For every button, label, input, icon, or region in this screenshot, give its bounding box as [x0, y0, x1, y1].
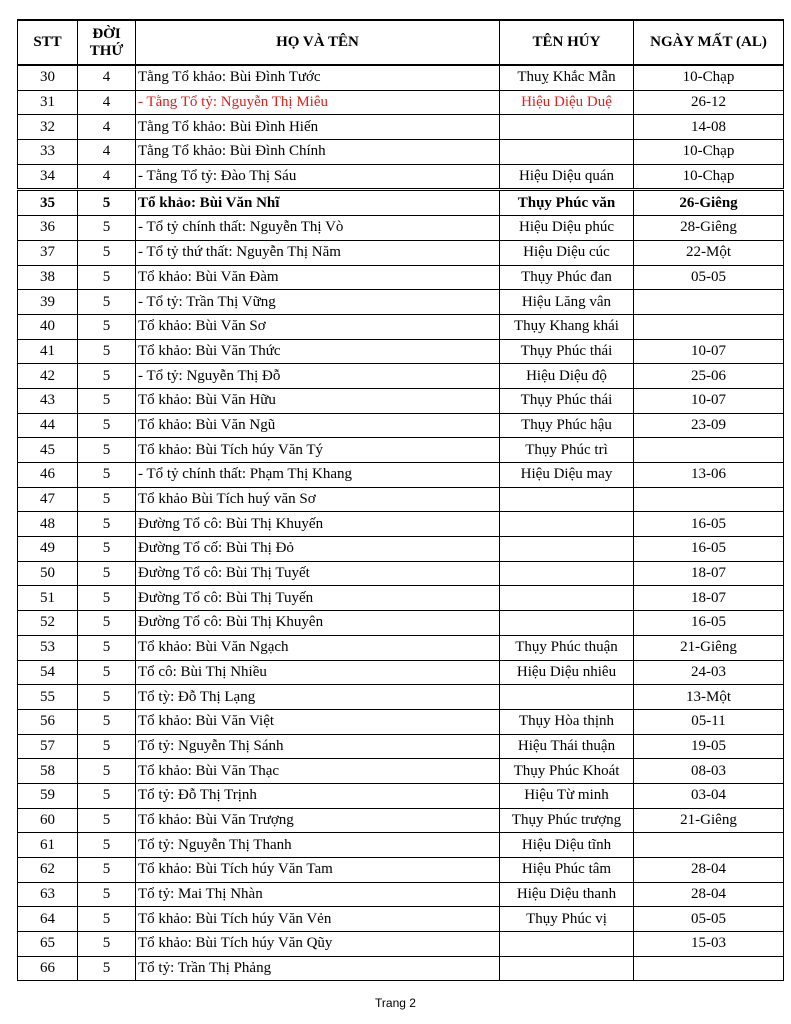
row-ho-ten: Tổ cô: Bùi Thị Nhiều: [136, 660, 500, 685]
row-stt: 65: [18, 932, 78, 957]
row-ten-huy: Thuỵ Khắc Mẫn: [500, 65, 634, 90]
table-row: [18, 140, 784, 165]
row-stt: 54: [18, 660, 78, 685]
table-row: [18, 388, 784, 413]
row-ho-ten: Tổ khảo: Bùi Văn Trượng: [136, 808, 500, 833]
row-ten-huy: Hiệu Thái thuận: [500, 734, 634, 759]
row-ngay-mat: 03-04: [634, 783, 784, 808]
row-ngay-mat: 28-04: [634, 882, 784, 907]
row-ngay-mat: 26-Giêng: [634, 190, 784, 216]
row-ten-huy: [500, 115, 634, 140]
row-ho-ten: Đường Tổ cố: Bùi Thị Đỏ: [136, 537, 500, 562]
table-row: [18, 833, 784, 858]
table-row: [18, 463, 784, 488]
row-doi-thu: 5: [78, 808, 136, 833]
row-stt: 48: [18, 512, 78, 537]
row-ngay-mat: [634, 956, 784, 981]
table-row: [18, 537, 784, 562]
row-ten-huy: Thụy Phúc trì: [500, 438, 634, 463]
row-stt: 55: [18, 685, 78, 710]
genealogy-table-page: [17, 19, 783, 981]
row-ten-huy: [500, 561, 634, 586]
table-row: [18, 265, 784, 290]
row-ho-ten: Tổ khảo: Bùi Văn Việt: [136, 709, 500, 734]
table-row: [18, 240, 784, 265]
row-stt: 61: [18, 833, 78, 858]
row-ten-huy: Thụy Phúc hậu: [500, 413, 634, 438]
row-doi-thu: 4: [78, 164, 136, 190]
row-doi-thu: 5: [78, 932, 136, 957]
row-doi-thu: 5: [78, 413, 136, 438]
table-row: [18, 290, 784, 315]
row-ho-ten: Tằng Tổ khảo: Bùi Đình Chính: [136, 140, 500, 165]
row-stt: 41: [18, 339, 78, 364]
table-row: [18, 956, 784, 981]
row-ten-huy: Hiệu Diệu độ: [500, 364, 634, 389]
row-ten-huy: Thụy Phúc đan: [500, 265, 634, 290]
row-doi-thu: 5: [78, 833, 136, 858]
row-ten-huy: Hiệu Diệu nhiêu: [500, 660, 634, 685]
row-stt: 63: [18, 882, 78, 907]
row-stt: 64: [18, 907, 78, 932]
row-ngay-mat: 15-03: [634, 932, 784, 957]
row-stt: 62: [18, 858, 78, 883]
row-ho-ten: Tổ khảo: Bùi Văn Nhĩ: [136, 190, 500, 216]
table-row: [18, 487, 784, 512]
row-stt: 40: [18, 314, 78, 339]
row-doi-thu: 5: [78, 512, 136, 537]
row-doi-thu: 5: [78, 265, 136, 290]
row-doi-thu: 5: [78, 685, 136, 710]
row-ngay-mat: [634, 290, 784, 315]
row-doi-thu: 5: [78, 907, 136, 932]
row-stt: 58: [18, 759, 78, 784]
row-stt: 53: [18, 635, 78, 660]
table-row: [18, 512, 784, 537]
row-ho-ten: - Tổ tỷ: Nguyễn Thị Đỗ: [136, 364, 500, 389]
row-ten-huy: Thụy Phúc Khoát: [500, 759, 634, 784]
row-ten-huy: [500, 932, 634, 957]
row-doi-thu: 5: [78, 611, 136, 636]
row-ngay-mat: 13-06: [634, 463, 784, 488]
table-row: [18, 586, 784, 611]
row-ho-ten: Tổ tỷ: Nguyễn Thị Sánh: [136, 734, 500, 759]
row-stt: 31: [18, 90, 78, 115]
row-ho-ten: Tổ khảo: Bùi Văn Ngũ: [136, 413, 500, 438]
row-ngay-mat: 10-Chạp: [634, 164, 784, 190]
row-stt: 33: [18, 140, 78, 165]
row-stt: 32: [18, 115, 78, 140]
row-ho-ten: Tổ tỷ: Mai Thị Nhàn: [136, 882, 500, 907]
row-stt: 50: [18, 561, 78, 586]
table-row: [18, 783, 784, 808]
row-ngay-mat: 23-09: [634, 413, 784, 438]
row-ngay-mat: 10-Chạp: [634, 140, 784, 165]
row-ten-huy: Thụy Phúc trượng: [500, 808, 634, 833]
row-ho-ten: Tằng Tổ khảo: Bùi Đình Tước: [136, 65, 500, 90]
row-doi-thu: 5: [78, 759, 136, 784]
row-ngay-mat: 28-04: [634, 858, 784, 883]
table-row: [18, 611, 784, 636]
row-ngay-mat: 16-05: [634, 537, 784, 562]
row-stt: 45: [18, 438, 78, 463]
row-ten-huy: Thụy Hòa thịnh: [500, 709, 634, 734]
row-doi-thu: 5: [78, 537, 136, 562]
row-ngay-mat: 05-05: [634, 907, 784, 932]
row-ngay-mat: 28-Giêng: [634, 216, 784, 241]
row-ho-ten: - Tổ tỷ chính thất: Nguyễn Thị Vò: [136, 216, 500, 241]
row-ho-ten: Tổ tỷ: Trần Thị Phảng: [136, 956, 500, 981]
page-number: Trang 2: [375, 996, 416, 1010]
row-ngay-mat: 14-08: [634, 115, 784, 140]
row-doi-thu: 5: [78, 487, 136, 512]
row-ten-huy: Hiệu Diệu cúc: [500, 240, 634, 265]
row-stt: 44: [18, 413, 78, 438]
table-row: [18, 685, 784, 710]
header-ho-ten: HỌ VÀ TÊN: [136, 20, 500, 65]
row-doi-thu: 4: [78, 90, 136, 115]
row-ho-ten: Tổ khảo: Bùi Tích húy Văn Vẻn: [136, 907, 500, 932]
row-ngay-mat: 10-07: [634, 339, 784, 364]
row-doi-thu: 5: [78, 388, 136, 413]
row-stt: 36: [18, 216, 78, 241]
row-stt: 39: [18, 290, 78, 315]
row-stt: 59: [18, 783, 78, 808]
table-row: [18, 314, 784, 339]
row-ngay-mat: 13-Một: [634, 685, 784, 710]
row-stt: 37: [18, 240, 78, 265]
row-stt: 49: [18, 537, 78, 562]
row-ngay-mat: 16-05: [634, 611, 784, 636]
row-ngay-mat: 10-07: [634, 388, 784, 413]
row-ngay-mat: 05-05: [634, 265, 784, 290]
row-ngay-mat: 18-07: [634, 561, 784, 586]
table-row: [18, 216, 784, 241]
row-ngay-mat: [634, 438, 784, 463]
row-doi-thu: 5: [78, 339, 136, 364]
row-ngay-mat: 16-05: [634, 512, 784, 537]
header-row: [18, 20, 784, 65]
row-ngay-mat: 19-05: [634, 734, 784, 759]
table-row: [18, 858, 784, 883]
table-row: [18, 115, 784, 140]
row-ho-ten: - Tổ tỷ: Trần Thị Vững: [136, 290, 500, 315]
header-ten-huy: TÊN HÚY: [500, 20, 634, 65]
table-row: [18, 759, 784, 784]
row-ten-huy: [500, 685, 634, 710]
row-ho-ten: Tổ khảo: Bùi Văn Thạc: [136, 759, 500, 784]
row-ho-ten: Đường Tổ cô: Bùi Thị Khuyến: [136, 512, 500, 537]
row-ho-ten: - Tổ tỷ chính thất: Phạm Thị Khang: [136, 463, 500, 488]
row-ten-huy: Hiệu Diệu quán: [500, 164, 634, 190]
row-ten-huy: Hiệu Diệu may: [500, 463, 634, 488]
row-ngay-mat: 05-11: [634, 709, 784, 734]
table-row: [18, 438, 784, 463]
row-doi-thu: 5: [78, 956, 136, 981]
table-row: [18, 660, 784, 685]
row-ho-ten: - Tổ tỷ thứ thất: Nguyễn Thị Năm: [136, 240, 500, 265]
table-row: [18, 65, 784, 90]
row-ho-ten: Tổ khảo: Bùi Văn Thức: [136, 339, 500, 364]
table-row: [18, 561, 784, 586]
row-ho-ten: Tổ khảo: Bùi Văn Sơ: [136, 314, 500, 339]
row-stt: 51: [18, 586, 78, 611]
row-doi-thu: 5: [78, 858, 136, 883]
row-ten-huy: [500, 487, 634, 512]
row-ten-huy: Thụy Phúc văn: [500, 190, 634, 216]
row-stt: 57: [18, 734, 78, 759]
row-ngay-mat: 22-Một: [634, 240, 784, 265]
row-stt: 60: [18, 808, 78, 833]
row-ho-ten: Tổ tỷ: Đỗ Thị Trịnh: [136, 783, 500, 808]
row-doi-thu: 5: [78, 734, 136, 759]
row-ten-huy: [500, 140, 634, 165]
row-ho-ten: Tổ khảo: Bùi Tích húy Văn Qũy: [136, 932, 500, 957]
row-ngay-mat: 24-03: [634, 660, 784, 685]
table-row: [18, 734, 784, 759]
row-ten-huy: Hiệu Diệu phúc: [500, 216, 634, 241]
row-ngay-mat: [634, 487, 784, 512]
row-ho-ten: Tổ tỷ: Nguyễn Thị Thanh: [136, 833, 500, 858]
table-row: [18, 808, 784, 833]
row-doi-thu: 5: [78, 783, 136, 808]
row-doi-thu: 5: [78, 290, 136, 315]
row-ngay-mat: [634, 314, 784, 339]
header-ngay-mat: NGÀY MẤT (AL): [634, 20, 784, 65]
genealogy-table: [17, 19, 784, 981]
row-ho-ten: Tằng Tổ khảo: Bùi Đình Hiến: [136, 115, 500, 140]
table-row: [18, 932, 784, 957]
row-ho-ten: Tổ khảo: Bùi Văn Ngạch: [136, 635, 500, 660]
row-ten-huy: Thụy Phúc thái: [500, 339, 634, 364]
row-doi-thu: 4: [78, 65, 136, 90]
row-ten-huy: [500, 611, 634, 636]
row-ngay-mat: 26-12: [634, 90, 784, 115]
row-doi-thu: 5: [78, 463, 136, 488]
row-ten-huy: Thụy Phúc vị: [500, 907, 634, 932]
row-ten-huy: [500, 537, 634, 562]
row-ngay-mat: 21-Giêng: [634, 635, 784, 660]
row-ten-huy: Thụy Khang khái: [500, 314, 634, 339]
row-ngay-mat: 21-Giêng: [634, 808, 784, 833]
table-body: [18, 65, 784, 981]
row-ho-ten: Tổ tỳ: Đỗ Thị Lạng: [136, 685, 500, 710]
row-stt: 47: [18, 487, 78, 512]
row-ho-ten: Đường Tổ cô: Bùi Thị Tuyến: [136, 586, 500, 611]
table-row: [18, 413, 784, 438]
row-doi-thu: 5: [78, 190, 136, 216]
table-row: [18, 635, 784, 660]
row-stt: 38: [18, 265, 78, 290]
table-row: [18, 364, 784, 389]
row-doi-thu: 5: [78, 314, 136, 339]
row-doi-thu: 5: [78, 709, 136, 734]
row-stt: 66: [18, 956, 78, 981]
row-doi-thu: 5: [78, 586, 136, 611]
table-row: [18, 164, 784, 190]
table-row: [18, 709, 784, 734]
row-ten-huy: Hiệu Diệu thanh: [500, 882, 634, 907]
row-ngay-mat: 18-07: [634, 586, 784, 611]
row-ho-ten: Đường Tổ cô: Bùi Thị Tuyết: [136, 561, 500, 586]
row-doi-thu: 5: [78, 882, 136, 907]
row-ten-huy: Hiệu Phúc tâm: [500, 858, 634, 883]
header-doi-thu: ĐỜI THỨ: [78, 20, 136, 65]
row-ngay-mat: 08-03: [634, 759, 784, 784]
row-doi-thu: 5: [78, 240, 136, 265]
row-doi-thu: 5: [78, 216, 136, 241]
row-ten-huy: Hiệu Diệu Duệ: [500, 90, 634, 115]
row-ho-ten: - Tằng Tổ tỷ: Nguyễn Thị Miêu: [136, 90, 500, 115]
table-row: [18, 907, 784, 932]
row-stt: 34: [18, 164, 78, 190]
row-ngay-mat: 10-Chạp: [634, 65, 784, 90]
row-ten-huy: Thụy Phúc thái: [500, 388, 634, 413]
row-doi-thu: 5: [78, 364, 136, 389]
table-row: [18, 190, 784, 216]
row-stt: 42: [18, 364, 78, 389]
row-doi-thu: 5: [78, 561, 136, 586]
row-doi-thu: 5: [78, 660, 136, 685]
row-stt: 46: [18, 463, 78, 488]
row-ngay-mat: [634, 833, 784, 858]
row-ho-ten: Đường Tổ cô: Bùi Thị Khuyên: [136, 611, 500, 636]
row-ten-huy: Thụy Phúc thuận: [500, 635, 634, 660]
row-ho-ten: - Tằng Tổ tỷ: Đào Thị Sáu: [136, 164, 500, 190]
row-doi-thu: 4: [78, 140, 136, 165]
row-ten-huy: Hiệu Lăng vân: [500, 290, 634, 315]
row-ngay-mat: 25-06: [634, 364, 784, 389]
row-stt: 56: [18, 709, 78, 734]
table-row: [18, 90, 784, 115]
row-ten-huy: Hiệu Từ minh: [500, 783, 634, 808]
row-stt: 52: [18, 611, 78, 636]
row-doi-thu: 5: [78, 438, 136, 463]
row-doi-thu: 4: [78, 115, 136, 140]
row-stt: 30: [18, 65, 78, 90]
table-row: [18, 882, 784, 907]
row-ho-ten: Tổ khảo: Bùi Tích húy Văn Tý: [136, 438, 500, 463]
row-ten-huy: [500, 586, 634, 611]
row-ho-ten: Tổ khảo: Bùi Tích húy Văn Tam: [136, 858, 500, 883]
row-stt: 43: [18, 388, 78, 413]
row-ho-ten: Tổ khảo: Bùi Văn Đàm: [136, 265, 500, 290]
row-ho-ten: Tổ khảo: Bùi Văn Hữu: [136, 388, 500, 413]
row-doi-thu: 5: [78, 635, 136, 660]
table-row: [18, 339, 784, 364]
row-stt: 35: [18, 190, 78, 216]
row-ten-huy: [500, 512, 634, 537]
row-ten-huy: [500, 956, 634, 981]
header-stt: STT: [18, 20, 78, 65]
row-ten-huy: Hiệu Diệu tĩnh: [500, 833, 634, 858]
row-ho-ten: Tổ khảo Bùi Tích huý văn Sơ: [136, 487, 500, 512]
